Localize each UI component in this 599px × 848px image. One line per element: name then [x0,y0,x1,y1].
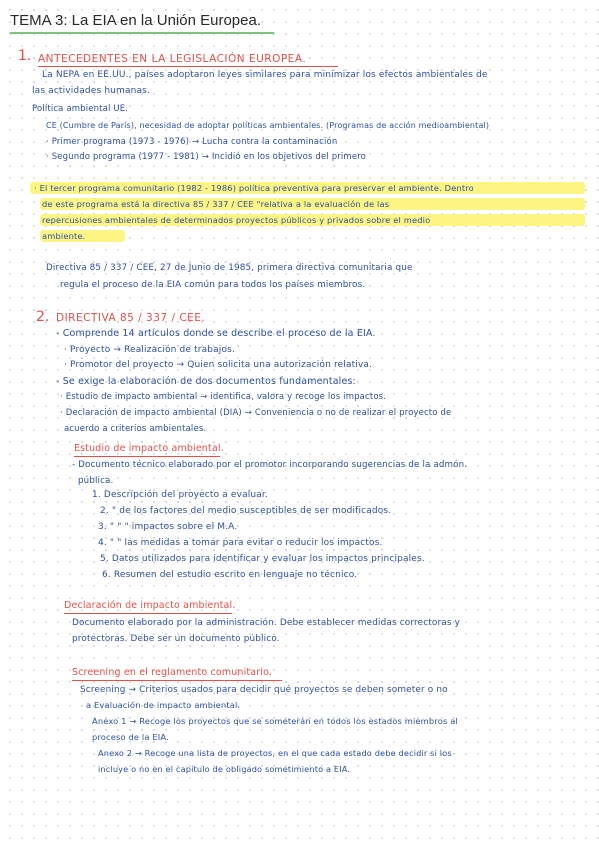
anexo1-line2: proceso de la EIA. [92,732,169,742]
screening-line1: Screening → Criterios usados para decidir qué proyectos se deben someter o no [80,685,448,695]
list-item: 5. Datos utilizados para identificar y evaluar los impactos principales. [100,554,425,564]
section1-heading: ANTECEDENTES EN LA LEGISLACIÓN EUROPEA. [38,53,307,65]
eia-doc-line1: - Documento técnico elaborado por el promotor incorporando sugerencias de la admón. [72,460,468,470]
title-underline [10,32,274,34]
screening-heading: Screening en el reglamento comunitario. [72,667,273,678]
section1-underline [38,66,338,67]
list-item: 1. Descripción del proyecto a evaluar. [92,490,268,500]
third-program-line1: · El tercer programa comunitario (1982 - 1986) política preventiva para preservar el ambiente. Dentro [34,183,474,193]
eia-doc-line2: pública. [78,476,114,486]
eia-study-bullet: · Estudio de impacto ambiental → identifica, valora y recoge los impactos. [60,392,387,402]
eia-study-heading: Estudio de impacto ambiental. [74,443,224,454]
second-program: · Segundo programa (1977 - 1981) → Incidió en los objetivos del primero [46,152,367,162]
dia-bullet-line2: acuerdo a criterios ambientales. [64,424,207,434]
directive-line2: regula el proceso de la EIA común para todos los países miembros. [60,280,366,290]
section1-intro-line1: La NEPA en EE.UU., países adoptaron leyes similares para minimizar los efectos ambientales de [42,70,488,80]
dia-bullet-line1: · Declaración de impacto ambiental (DIA) → Conveniencia o no de realizar el proyecto de [60,408,452,418]
third-program-line4: ambiente. [42,231,86,241]
first-program: · Primer programa (1973 - 1976) → Lucha contra la contaminación [46,137,338,147]
documents-line: - Se exige la elaboración de dos documentos fundamentales: [56,376,356,387]
eia-study-heading-underline [74,456,220,457]
third-program-line2: de este programa está la directiva 85 / 337 / CEE "relativa a la evaluación de las [42,199,390,209]
section1-intro-line2: las actividades humanas. [32,86,150,96]
screening-line2: a Evaluación de impacto ambiental. [86,700,241,710]
dia-doc-line1: Documento elaborado por la administración. Debe establecer medidas correctoras y [72,618,460,628]
project-definition: · Proyecto → Realización de trabajos. [64,345,235,355]
dia-heading: Declaración de impacto ambiental. [64,600,236,611]
list-item: 4. " " las medidas a tomar para evitar o reducir los impactos. [98,538,383,548]
section2-number: 2. [36,309,50,325]
policy-label: Política ambiental UE. [32,104,129,114]
anexo1-line1: Anexo 1 → Recoge los proyectos que se someterán en todos los estados miembros al [92,716,458,726]
directive-line1: Directiva 85 / 337 / CEE, 27 de Junio de 1985, primera directiva comunitaria que [46,263,413,273]
dia-heading-underline [64,613,232,614]
list-item: 2. " de los factores del medio susceptibles de ser modificados. [100,506,392,516]
dia-doc-line2: protectoras. Debe ser un documento público. [72,634,280,644]
list-item: 6. Resumen del estudio escrito en lenguaje no técnico. [102,570,358,580]
third-program-line3: repercusiones ambientales de determinados proyectos públicos y privados sobre el medio [42,215,431,225]
screening-heading-underline [72,680,282,681]
articles-line: - Comprende 14 artículos donde se describe el proceso de la EIA. [56,328,376,339]
ce-line: CE (Cumbre de París), necesidad de adoptar políticas ambientales. (Programas de acción medioambiental) [46,121,490,130]
anexo2-line1: Anexo 2 → Recoge una lista de proyectos, en el que cada estado debe decidir si los [98,748,452,758]
section1-number: 1. [18,48,32,64]
section2-heading: DIRECTIVA 85 / 337 / CEE. [56,312,206,324]
promoter-definition: · Promotor del proyecto → Quien solicita una autorización relativa. [64,360,373,370]
anexo2-line2: incluye o no en el capítulo de obligado sometimiento a EIA. [98,764,351,774]
list-item: 3. " " " impactos sobre el M.A. [98,522,238,532]
page-title: TEMA 3: La EIA en la Unión Europea. [10,12,261,29]
